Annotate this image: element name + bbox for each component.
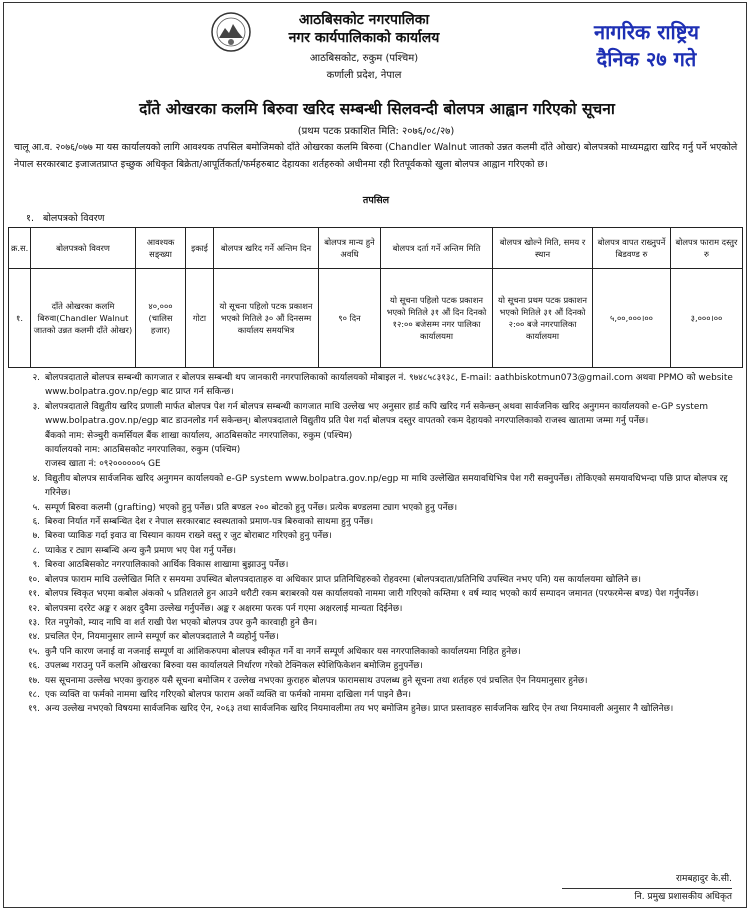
municipality-name: आठबिसकोट नगरपालिका xyxy=(298,12,430,28)
item-number: १९. xyxy=(27,704,40,715)
item-text: बोलपत्रदाताले विद्युतीय खरिद प्रणाली मार्फत बोलपत्र पेश गर्न बोलपत्र सम्बन्धी कागजात माथि उल्लेख भए अनुसार हार्ड कपि खरिद गर्न सकेन्छन् अथवा सार्वजनिक खरिद अनुगमन कार्यालयको e-GP system www.bolpatra.gov.np/egp बाट डाउनलोड गर्न सकेन्छन्। बोलपत्रदाताले विद्युतीय प्रति पेश गर्दा बोलपत्र दस्तुर वापतको रकम देहायको नगरपालिकाको राजस्व खातामा जम्मा गर्नु पर्नेछ। xyxy=(45,401,708,427)
table-cell: ९० दिन xyxy=(319,269,381,368)
list-item xyxy=(12,472,742,501)
item-text: प्याकेड र ट्याग सम्बन्धि अन्य कुनै प्रमाण भए पेश गर्नु पर्नेछ। xyxy=(45,545,237,556)
item-number: २. xyxy=(32,373,40,383)
item-number: ११. xyxy=(27,589,40,600)
item-text: बोलपत्रमा दररेट अङ्क र अक्षर दुवैमा उल्लेख गर्नुपर्नेछ। अङ्क र अक्षरमा फरक पर्न गएमा अक्षरलाई मान्यता दिईनेछ। xyxy=(45,603,403,614)
item-text: बिरुवा निर्यात गर्ने सम्बन्धित देश र नेपाल सरकारबाट स्वस्थताको प्रमाण-पत्र बिरुवाको साथमा हुनु पर्नेछ। xyxy=(45,517,374,528)
col-header: बोलपत्र फाराम दस्तुर रु xyxy=(671,228,743,269)
item-number: ३. xyxy=(32,401,40,412)
item-number: १७. xyxy=(27,675,40,686)
item-text: रित नपुगेको, म्याद नाघि वा शर्त राखी पेश भएको बोलपत्र उपर कुनै कारवाही हुने छैन। xyxy=(45,617,318,628)
list-item xyxy=(12,558,742,572)
table-cell: यो सूचना पहिलो पटक प्रकाशन भएको मितिले ३० औं दिनसम्म कार्यालय समयभित्र xyxy=(214,269,319,368)
col-header: बोलपत्र खरिद गर्ने अन्तिम दिन xyxy=(214,228,319,269)
notice-title: दाँते ओखरका कलमि बिरुवा खरिद सम्बन्धी सिलवन्दी बोलपत्र आह्वान गरिएको सूचना xyxy=(139,100,615,118)
list-item xyxy=(12,529,742,543)
conditions-list xyxy=(12,371,742,717)
revenue-account-number: राजस्व खाता नं: ०९२००००००५ GE xyxy=(45,459,161,470)
office-address: आठबिसकोट, रुकुम (पश्चिम) xyxy=(309,53,419,64)
list-item xyxy=(12,371,742,400)
table-cell: गोटा xyxy=(186,269,214,368)
signature-block xyxy=(562,871,732,906)
list-item xyxy=(12,688,742,702)
item-number: ७. xyxy=(32,531,40,542)
section-label: बोलपत्रको विवरण xyxy=(43,213,105,224)
item-text: बोलपत्र फाराम माथि उल्लेखित मिति र समयमा उपस्थित बोलपत्रदाताहरु वा अधिकार प्राप्त प्रतिनिधिहरुको रोहवरमा (बोलपत्रदाता/प्रतिनिधि उपस्थित नभए पनि) यस कार्यालयमा खोलिने छ। xyxy=(45,574,641,585)
table-cell: दाँते ओखरका कलमि बिरुवा(Chandler Walnut जातको उन्नत कलमी दाँते ओखर) xyxy=(31,269,136,368)
item-text: यस सूचनामा उल्लेख भएका कुराहरु यसै सूचना बमोजिम र उल्लेख नभएका कुराहरु बोलपत्र फारामसाथ उपलब्ध हुने सूचना तथा शर्तहरु एवं प्रचलित ऐन नियमानुसार हुनेछ। xyxy=(45,675,588,686)
item-number: १२. xyxy=(27,603,40,614)
item-number: ४. xyxy=(32,473,40,484)
item-text: सम्पूर्ण बिरुवा कलमी (grafting) भएको हुनु पर्नेछ। प्रति बण्डल २०० बोटको हुनु पर्नेछ। प्रत्येक बण्डलमा ट्याग भएको हुनु पर्नेछ। xyxy=(45,502,458,513)
item-text: कुनै पनि कारण जनाई वा नजनाई सम्पूर्ण वा आंशिकरुपमा बोलपत्र स्वीकृत गर्ने वा नगर्ने सम्पूर्ण अधिकार यस नगरपालिकाको कार्यालयमा निहित हुनेछ। xyxy=(45,646,521,657)
list-item xyxy=(12,544,742,558)
col-header: इकाई xyxy=(186,228,214,269)
table-header-row xyxy=(9,228,743,269)
table-cell: ४०,००० (चालिस हजार) xyxy=(136,269,186,368)
publication-date: (प्रथम पटक प्रकाशित मिति: २०७६/०८/२७) xyxy=(297,126,455,137)
signatory-name: रामबहादुर के.सी. xyxy=(675,874,732,884)
section-number: १. xyxy=(26,213,34,224)
item-number: ६. xyxy=(32,517,40,528)
table-cell: यो सूचना प्रथम पटक प्रकाशन भएको मितिले ३१ औं दिनको २:०० बजे नगरपालिका कार्यालयमा xyxy=(493,269,593,368)
government-emblem-icon xyxy=(210,11,252,53)
table-cell: यो सूचना पहिलो पटक प्रकाशन भएको मितिले ३१ औं दिन दिनको १२:०० बजेसम्म नगर पालिका कार्यालयमा xyxy=(381,269,493,368)
newspaper-date: दैनिक २७ गते xyxy=(596,47,697,71)
item-number: ५. xyxy=(32,502,40,513)
schedule-heading: तपसिल xyxy=(362,195,390,206)
table-cell: १. xyxy=(9,269,31,368)
item-text: एक व्यक्ति वा फर्मको नाममा खरिद गरिएको बोलपत्र फाराम अर्को व्यक्ति वा फर्मको नाममा दाखिला गर्न पाइने छैन। xyxy=(45,689,411,700)
newspaper-name: नागरिक राष्ट्रिय xyxy=(593,20,700,44)
account-office-name: कार्यालयको नाम: आठबिसकोट नगरपालिका, रुकुम (पश्चिम) xyxy=(45,445,241,456)
item-text: बिरुवा प्याकिङ गर्दा इवाउ वा चिस्यान कायम राख्ने वस्तु र जुट बोराबाट गरिएको हुनु पर्नेछ। xyxy=(45,531,332,542)
table-cell: ५,००,०००।०० xyxy=(593,269,671,368)
office-name: नगर कार्यपालिकाको कार्यालय xyxy=(288,30,440,46)
list-item xyxy=(12,602,742,616)
item-text: बिरुवा आठबिसकोट नगरपालिकाको आर्थिक विकास शाखामा बुझाउनु पर्नेछ। xyxy=(45,560,289,571)
section-heading xyxy=(26,211,105,224)
province-name: कर्णाली प्रदेश, नेपाल xyxy=(326,70,402,81)
table-cell: ३,०००।०० xyxy=(671,269,743,368)
col-header: क्र.स. xyxy=(9,228,31,269)
list-item xyxy=(12,674,742,688)
list-item xyxy=(12,587,742,601)
list-item xyxy=(12,702,742,716)
bank-name: बैंकको नाम: सेञ्चुरी कमर्सियल बैंक शाखा कार्यालय, आठबिसकोट नगरपालिका, रुकुम (पश्चिम) xyxy=(45,430,353,441)
col-header: बोलपत्र वापत राख्नुपर्ने बिडवण्ड रु xyxy=(593,228,671,269)
item-number: ८. xyxy=(32,545,40,556)
col-header: बोलपत्र खोल्ने मिति, समय र स्थान xyxy=(493,228,593,269)
item-number: १८. xyxy=(27,689,40,700)
list-item xyxy=(12,616,742,630)
col-header: आवश्यक सङ्ख्या xyxy=(136,228,186,269)
item-text: अन्य उल्लेख नभएको विषयमा सार्वजनिक खरिद ऐन, २०६३ तथा सार्वजनिक खरिद नियमावलीमा तय भए बमोजिम हुनेछ। प्राप्त प्रस्तावहरु सार्वजनिक खरिद ऐन तथा नियमावली अनुसार नै खोलिनेछ। xyxy=(45,704,674,715)
list-item xyxy=(12,645,742,659)
bid-details-table xyxy=(8,227,743,368)
signatory-designation: नि. प्रमुख प्रशासकीय अधिकृत xyxy=(634,892,732,902)
item-number: १३. xyxy=(27,617,40,628)
item-number: १५. xyxy=(27,646,40,657)
item-text: विद्युतीय बोलपत्र सार्वजनिक खरिद अनुगमन कार्यालयको e-GP system www.bolpatra.gov.np/egp मा माथि उल्लेखित समयावधिभित्र पेश गरी सक्नुपर्नेछ। तोकिएको समयावधिभन्दा पछि प्राप्त बोलपत्र रद्द गरिनेछ। xyxy=(45,473,728,499)
item-number: १६. xyxy=(27,661,40,672)
item-text: प्रचलित ऐन, नियमानुसार लाग्ने सम्पूर्ण कर बोलपत्रदाताले नै व्यहोर्नु पर्नेछ। xyxy=(45,632,279,643)
list-item xyxy=(12,573,742,587)
notice-page xyxy=(3,2,747,908)
item-number: ९. xyxy=(32,560,40,571)
list-item xyxy=(12,501,742,515)
col-header: बोलपत्र दर्ता गर्ने अन्तिम मिति xyxy=(381,228,493,269)
item-text: बोलपत्रदाताले बोलपत्र सम्बन्धी कागजात र बोलपत्र सम्बन्धी थप जानकारी नगरपालिकाको कार्यालयको मोबाइल नं. ९७४८५८३१३८, E-mail: aathbiskotmun073@gmail.com अथवा PPMO को website www.bolpatra.gov.np/egp बाट प्राप्त गर्न सकिन्छ। xyxy=(45,373,733,398)
col-header: बोलपत्रको विवरण xyxy=(31,228,136,269)
newspaper-tag xyxy=(549,19,744,73)
item-text: बोलपत्र स्विकृत भएमा कबोल अंकको ५ प्रतिशतले हुन आउने धरौटी रकम बराबरको यस कार्यालयको नाममा जारी गरिएको कम्तिमा १ वर्ष म्याद भएको कार्य सम्पादन जमानत (परफरमेन्स बण्ड) पेश गर्नुपर्नेछ। xyxy=(45,589,699,600)
intro-paragraph: चालू आ.व. २०७६/०७७ मा यस कार्यालयको लागि आवश्यक तपसिल बमोजिमको दाँते ओखरका कलमि बिरुवा (Chandler Walnut जातको उन्नत कलमी दाँते ओखर) बोलपत्रको माध्यमद्वारा खरिद गर्नु पर्ने भएकोले नेपाल सरकारबाट इजाजतप्राप्त इच्छुक अधिकृत बिक्रेता/आपूर्तिकर्ता/फर्महरुबाट देहायका शर्तहरुको अधीनमा रही रितपूर्वकको खुला बोलपत्र आह्वान गरिएको छ। xyxy=(14,142,738,170)
item-number: १४. xyxy=(27,632,40,643)
col-header: बोलपत्र मान्य हुने अवधि xyxy=(319,228,381,269)
list-item xyxy=(12,659,742,673)
table-row xyxy=(9,269,743,368)
item-text: उपलब्ध गराउनु पर्ने कलमि ओखरका बिरुवा यस कार्यालयले निर्धारण गरेको टेक्निकल स्पेशिफिकेशन बमोजिम हुनुपर्नेछ। xyxy=(45,661,423,672)
item-number: १०. xyxy=(27,574,40,585)
list-item xyxy=(12,400,742,429)
list-item xyxy=(12,630,742,644)
list-item xyxy=(12,515,742,529)
